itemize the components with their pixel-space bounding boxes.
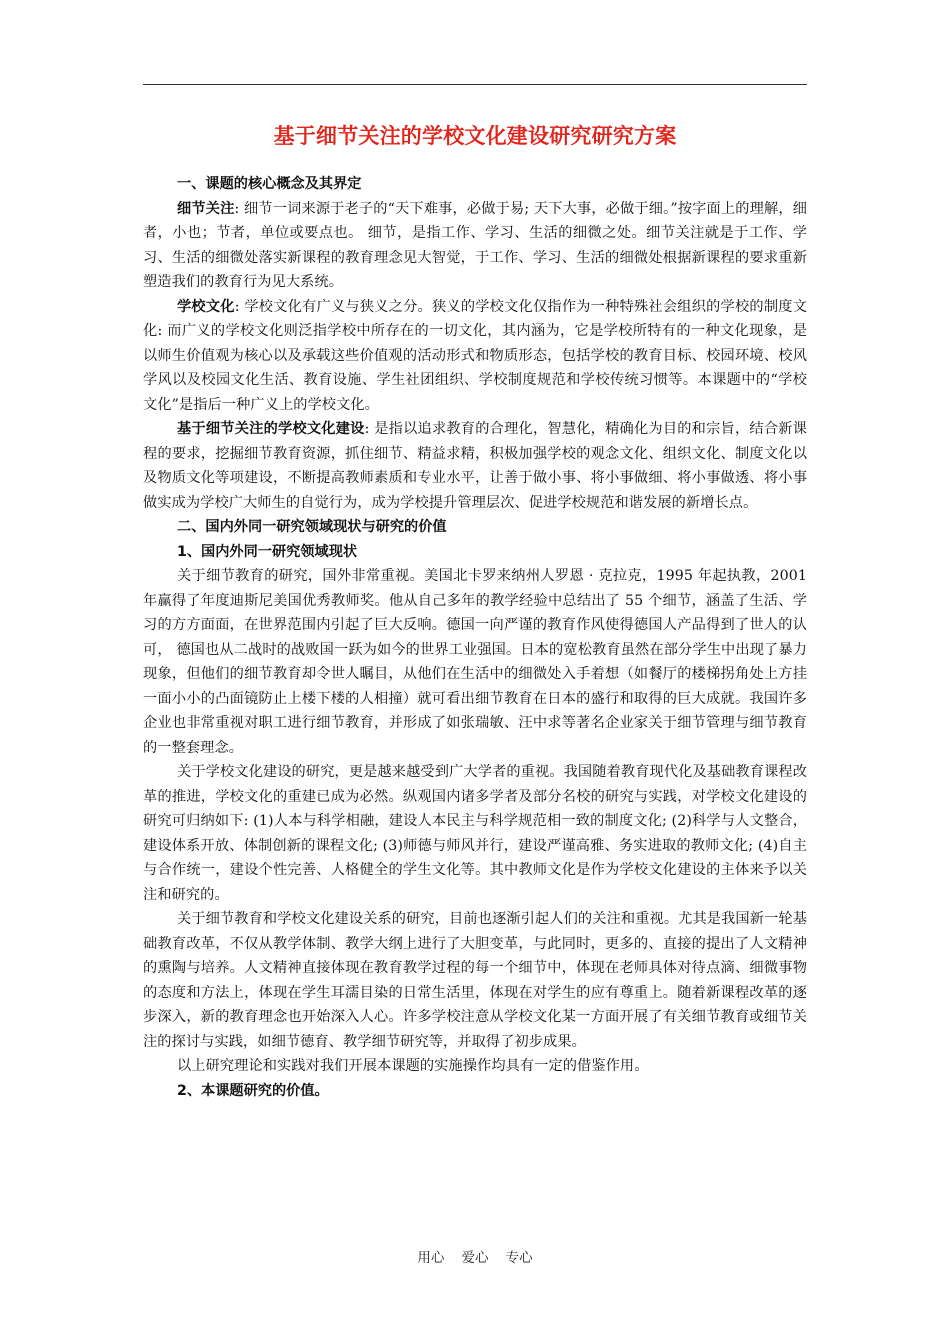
term-detail-focus: 细节关注 <box>177 200 235 217</box>
term-detail-based-culture: 基于细节关注的学校文化建设 <box>177 421 365 437</box>
header-rule <box>143 84 807 85</box>
paragraph-detail-education-research: 关于细节教育的研究，国外非常重视。美国北卡罗来纳州人罗恩 · 克拉克，1995 年起执教，2001 年赢得了年度迪斯尼美国优秀教师奖。他从自己多年的教学经验中总结出了 55 个细节，涵盖了生活、学习的方方面面，在世界范围内引起了巨大反响。德国一向严谨的教育作风使得德国人产品得到了世人的认可， 德国也从二战时的战败国一跃为如今的世界工业强国。日本的宽松教育虽然在部分学生中出现了暴力现象，但他们的细节教育却令世人瞩目，从他们在生活中的细微处入手着想（如餐厅的楼梯拐角处上方挂一面小小的凸面镜防止上楼下楼的人相撞）就可看出细节教育在日本的盛行和取得的巨大成就。我国许多企业也非常重视对职工进行细节教育，并形成了如张瑞敏、汪中求等著名企业家关于细节管理与细节教育的一整套理念。 <box>143 568 807 756</box>
section-heading-1: 一、课题的核心概念及其界定 <box>177 176 362 192</box>
paragraph-text: : 细节一词来源于老子的“天下难事，必做于易; 天下大事，必做于细。”按字面上的理解，细者，小也；节者，单位或要点也。 细节，是指工作、学习、生活的细微之处。细节关注就是于工作、学习、生活的细微处落实新课程的教育理念见大智觉，于工作、学习、生活的细微处根据新课程的要求重新塑造我们的教育行为见大系统。 <box>143 200 807 290</box>
paragraph-relationship-research: 关于细节教育和学校文化建设关系的研究，目前也逐渐引起人们的关注和重视。尤其是我国新一轮基础教育改革，不仅从教学体制、教学大纲上进行了大胆变革，与此同时，更多的、直接的提出了人文精神的熏陶与培养。人文精神直接体现在教育教学过程的每一个细节中，体现在老师具体对待点滴、细微事物的态度和方法上，体现在学生耳濡目染的日常生活里，体现在对学生的应有尊重上。随着新课程改革的逐步深入，新的教育理念也开始深入人心。许多学校注意从学校文化某一方面开展了有关细节教育或细节关注的探讨与实践，如细节德育、教学细节研究等，并取得了初步成果。 <box>143 911 807 1050</box>
paragraph-school-culture <box>143 295 807 418</box>
page-footer: 用心 爱心 专心 <box>417 1250 533 1266</box>
document-body <box>143 172 807 1103</box>
paragraph-summary: 以上研究理论和实践对我们开展本课题的实施操作均具有一定的借鉴作用。 <box>177 1058 649 1074</box>
paragraph-detail-based-culture <box>143 417 807 515</box>
paragraph-text: : 是指以追求教育的合理化，智慧化，精确化为目的和宗旨，结合新课程的要求，挖掘细节教育资源，抓住细节、精益求精，积极加强学校的观念文化、组织文化、制度文化以及物质文化等项建设，不断提高教师素质和专业水平，让善于做小事、将小事做细、将小事做透、将小事做实成为学校广大师生的自觉行为，成为学校提升管理层次、促进学校规范和谐发展的新增长点。 <box>143 421 807 511</box>
paragraph-detail-focus <box>143 197 807 295</box>
subsection-heading-2: 2、本课题研究的价值。 <box>177 1082 329 1099</box>
paragraph-text: : 学校文化有广义与狭义之分。狭义的学校文化仅指作为一种特殊社会组织的学校的制度文化: 而广义的学校文化则泛指学校中所存在的一切文化，其内涵为，它是学校所特有的一种文化现象，是以师生价值观为核心以及承载这些价值观的活动形式和物质形态，包括学校的教育目标、校园环境、校风学风以及校园文化生活、教育设施、学生社团组织、学校制度规范和学校传统习惯等。本课题中的“学校文化”是指后一种广义上的学校文化。 <box>143 298 807 413</box>
document-title: 基于细节关注的学校文化建设研究研究方案 <box>273 124 677 148</box>
term-school-culture: 学校文化 <box>177 298 235 315</box>
section-heading-2: 二、国内外同一研究领域现状与研究的价值 <box>177 519 447 535</box>
paragraph-school-culture-research: 关于学校文化建设的研究，更是越来越受到广大学者的重视。我国随着教育现代化及基础教育课程改革的推进，学校文化的重建已成为必然。纵观国内诸多学者及部分名校的研究与实践，对学校文化建设的研究可归纳如下: (1)人本与科学相融，建设人本民主与科学规范相一致的制度文化; (2)科学与人文整合，建设体系开放、体制创新的课程文化; (3)师德与师风并行，建设严谨高雅、务实进取的教师文化; (4)自主与合作统一，建设个性完善、人格健全的学生文化等。其中教师文化是作为学校文化建设的主体来予以关注和研究的。 <box>143 764 807 903</box>
subsection-heading-1: 1、国内外同一研究领域现状 <box>177 543 358 560</box>
